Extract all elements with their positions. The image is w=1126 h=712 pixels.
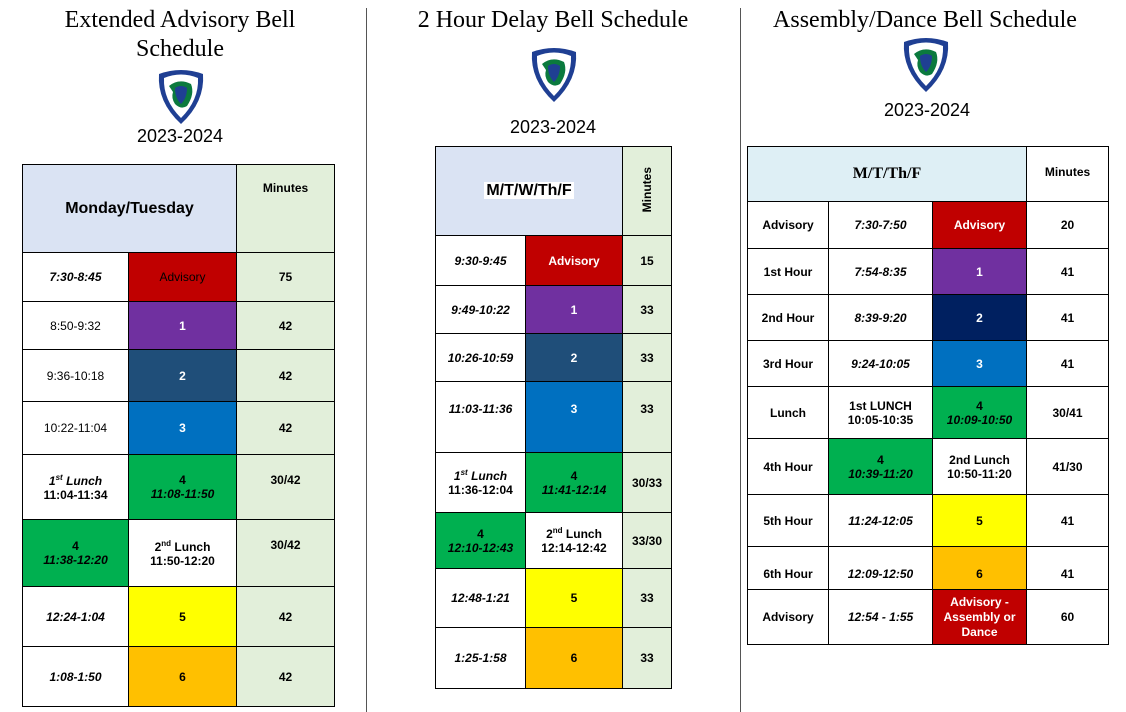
minutes-cell: 60 [1027, 590, 1109, 645]
period-cell: 6 [526, 628, 623, 689]
minutes-cell: 33 [623, 569, 672, 628]
assembly-dance-table [747, 146, 1109, 645]
period-4-cell: 4 10:09-10:50 [933, 387, 1027, 439]
time-cell: 10:26-10:59 [436, 334, 526, 382]
period-cell: 2 [129, 350, 237, 402]
time-cell: 12:09-12:50 [829, 547, 933, 590]
period-cell: 1 [933, 249, 1027, 295]
period-4-cell: 4 11:41-12:14 [526, 453, 623, 513]
school-year: 2023-2024 [883, 100, 971, 120]
time-cell: 12:54 - 1:55 [829, 590, 933, 645]
hour-label: Advisory [748, 590, 829, 645]
time-cell: 11:03-11:36 [436, 382, 526, 453]
period-cell: 6 [933, 547, 1027, 590]
minutes-cell: 15 [623, 236, 672, 286]
extended-advisory-title: Extended Advisory Bell Schedule [64, 7, 296, 62]
minutes-cell: 42 [237, 647, 335, 707]
advisory-cell: Advisory [526, 236, 623, 286]
time-cell: 7:54-8:35 [829, 249, 933, 295]
advisory-cell: Advisory [129, 253, 237, 302]
minutes-header: Minutes [1027, 147, 1109, 202]
hour-label: 2nd Hour [748, 295, 829, 341]
period-4-cell: 4 10:39-11:20 [829, 439, 933, 495]
two-hour-delay-title: 2 Hour Delay Bell Schedule [417, 7, 689, 33]
two-hour-delay-table [435, 146, 672, 689]
minutes-cell: 30/33 [623, 453, 672, 513]
minutes-cell: 75 [237, 253, 335, 302]
period-cell: 5 [526, 569, 623, 628]
time-cell: 9:30-9:45 [436, 236, 526, 286]
minutes-cell: 33/30 [623, 513, 672, 569]
school-year: 2023-2024 [136, 126, 224, 146]
lion-shield-logo-icon [526, 44, 582, 104]
lunch-cell: 1st Lunch 11:04-11:34 [23, 455, 129, 520]
minutes-cell: 41 [1027, 249, 1109, 295]
time-cell: 7:30-8:45 [23, 253, 129, 302]
hour-label: Advisory [748, 202, 829, 249]
hour-label: 3rd Hour [748, 341, 829, 387]
lion-shield-logo-icon [898, 34, 954, 94]
hour-label: Lunch [748, 387, 829, 439]
minutes-cell: 33 [623, 286, 672, 334]
day-header: M/T/W/Th/F [436, 147, 623, 236]
day-header: Monday/Tuesday [23, 165, 237, 253]
period-cell: 1 [526, 286, 623, 334]
minutes-cell: 41 [1027, 295, 1109, 341]
minutes-cell: 30/42 [237, 455, 335, 520]
lion-shield-logo-icon [153, 66, 209, 126]
minutes-cell: 30/41 [1027, 387, 1109, 439]
minutes-cell: 42 [237, 350, 335, 402]
advisory-assembly-cell: Advisory - Assembly or Dance [933, 590, 1027, 645]
hour-label: 4th Hour [748, 439, 829, 495]
period-cell: 3 [129, 402, 237, 455]
period-cell: 5 [129, 587, 237, 647]
hour-label: 5th Hour [748, 495, 829, 547]
advisory-cell: Advisory [933, 202, 1027, 249]
minutes-cell: 33 [623, 628, 672, 689]
hour-label: 1st Hour [748, 249, 829, 295]
assembly-dance-title: Assembly/Dance Bell Schedule [773, 7, 1077, 33]
time-cell: 12:48-1:21 [436, 569, 526, 628]
hour-label: 6th Hour [748, 547, 829, 590]
lunch-cell: 1st LUNCH 10:05-10:35 [829, 387, 933, 439]
minutes-cell: 33 [623, 334, 672, 382]
minutes-cell: 41 [1027, 495, 1109, 547]
minutes-cell: 30/42 [237, 520, 335, 587]
time-cell: 1:25-1:58 [436, 628, 526, 689]
school-year: 2023-2024 [509, 117, 597, 137]
minutes-cell: 20 [1027, 202, 1109, 249]
period-cell: 3 [933, 341, 1027, 387]
minutes-cell: 41 [1027, 341, 1109, 387]
period-4-cell: 4 12:10-12:43 [436, 513, 526, 569]
time-cell: 12:24-1:04 [23, 587, 129, 647]
time-cell: 9:49-10:22 [436, 286, 526, 334]
column-divider-2 [740, 8, 741, 712]
period-cell: 5 [933, 495, 1027, 547]
minutes-cell: 41/30 [1027, 439, 1109, 495]
minutes-header: Minutes [237, 165, 335, 253]
time-cell: 11:24-12:05 [829, 495, 933, 547]
minutes-cell: 42 [237, 302, 335, 350]
lunch-cell: 2nd Lunch 10:50-11:20 [933, 439, 1027, 495]
lunch-cell: 2nd Lunch 12:14-12:42 [526, 513, 623, 569]
time-cell: 9:36-10:18 [23, 350, 129, 402]
lunch-cell: 2nd Lunch 11:50-12:20 [129, 520, 237, 587]
period-cell: 1 [129, 302, 237, 350]
period-4-cell: 4 11:38-12:20 [23, 520, 129, 587]
column-divider-1 [366, 8, 367, 712]
period-cell: 2 [933, 295, 1027, 341]
minutes-header: Minutes [623, 147, 672, 236]
lunch-cell: 1st Lunch 11:36-12:04 [436, 453, 526, 513]
time-cell: 10:22-11:04 [23, 402, 129, 455]
minutes-cell: 41 [1027, 547, 1109, 590]
period-cell: 6 [129, 647, 237, 707]
period-cell: 3 [526, 382, 623, 453]
minutes-cell: 42 [237, 587, 335, 647]
time-cell: 8:39-9:20 [829, 295, 933, 341]
period-cell: 2 [526, 334, 623, 382]
period-4-cell: 4 11:08-11:50 [129, 455, 237, 520]
time-cell: 1:08-1:50 [23, 647, 129, 707]
time-cell: 8:50-9:32 [23, 302, 129, 350]
time-cell: 9:24-10:05 [829, 341, 933, 387]
day-header: M/T/Th/F [748, 147, 1027, 202]
time-cell: 7:30-7:50 [829, 202, 933, 249]
minutes-cell: 42 [237, 402, 335, 455]
extended-advisory-table [22, 164, 335, 707]
minutes-cell: 33 [623, 382, 672, 453]
